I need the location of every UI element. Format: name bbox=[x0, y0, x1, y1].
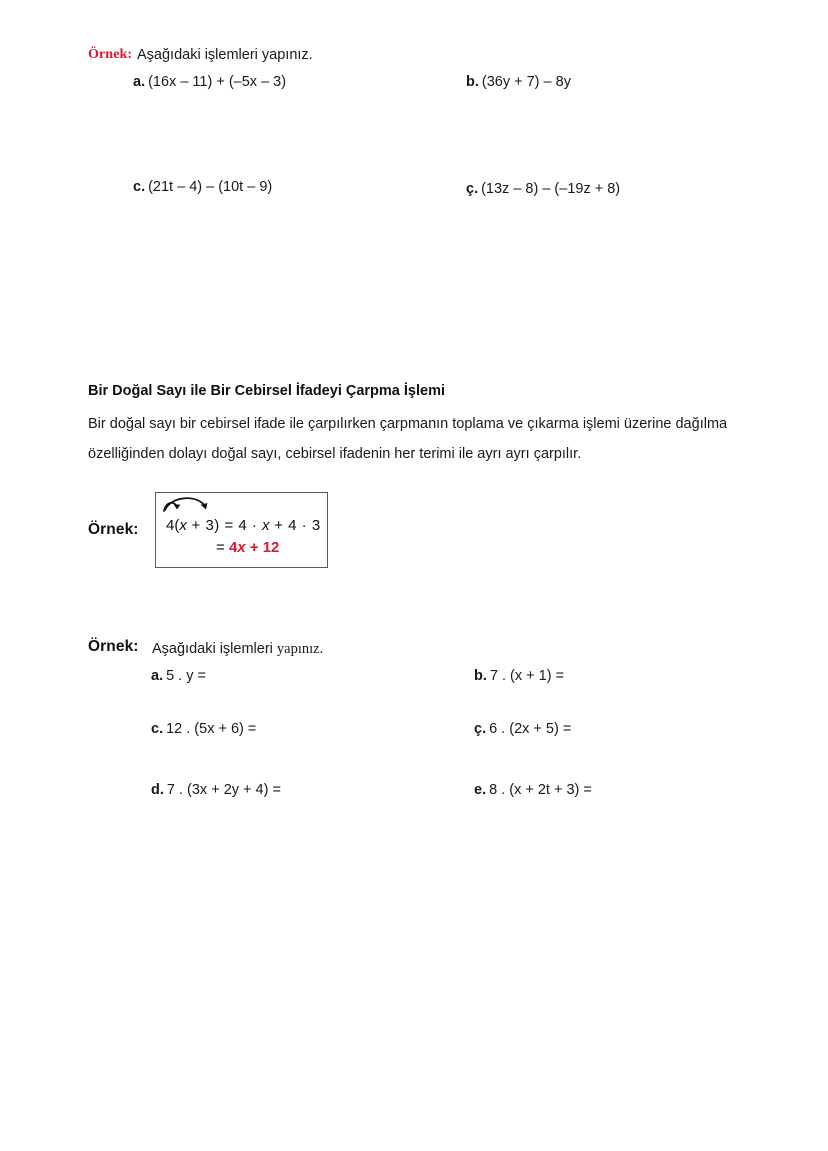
exercise-key-1c: c. bbox=[133, 179, 146, 195]
exercise-text-2b: 7 . (x + 1) = bbox=[489, 668, 565, 684]
example-1-instruction: Aşağıdaki işlemleri yapınız. bbox=[137, 47, 313, 63]
exercise-item-2c-cedilla bbox=[474, 721, 571, 737]
exercise-key-2d: d. bbox=[151, 782, 164, 798]
we-l1-var: x bbox=[179, 517, 187, 534]
example-2-label: Örnek: bbox=[88, 638, 139, 655]
exercise-item-2c bbox=[151, 721, 256, 737]
exercise-text-1a: (16x – 11) + (–5x – 3) bbox=[148, 74, 287, 90]
worked-example-box bbox=[155, 492, 328, 568]
worked-example-line-1 bbox=[166, 517, 321, 534]
exercise-item-2e bbox=[474, 782, 592, 798]
we-l2-var: x bbox=[237, 539, 246, 556]
exercise-key-1b: b. bbox=[466, 74, 479, 90]
exercise-text-2d: 7 . (3x + 2y + 4) = bbox=[166, 782, 281, 798]
exercise-item-1c bbox=[133, 179, 272, 195]
exercise-item-2b bbox=[474, 668, 564, 684]
section-heading: Bir Doğal Sayı ile Bir Cebirsel İfadeyi Çarpma İşlemi bbox=[88, 383, 445, 399]
exercise-key-2c: c. bbox=[151, 721, 164, 737]
example-2-instruction-serif: yapınız. bbox=[276, 641, 324, 657]
we-l1-var2: x bbox=[262, 517, 270, 534]
exercise-key-2b: b. bbox=[474, 668, 487, 684]
example-2-instruction bbox=[152, 641, 323, 658]
we-l2-num: 4 bbox=[228, 539, 238, 556]
exercise-item-2d bbox=[151, 782, 281, 798]
exercise-text-1c-cedilla: (13z – 8) – (–19z + 8) bbox=[481, 181, 621, 197]
exercise-text-1c: (21t – 4) – (10t – 9) bbox=[148, 179, 273, 195]
exercise-key-1a: a. bbox=[133, 74, 146, 90]
worked-example-line-2 bbox=[216, 539, 279, 556]
we-l1-suffix: + 4 · 3 bbox=[269, 517, 321, 534]
exercise-item-2a bbox=[151, 668, 206, 684]
section-paragraph: Bir doğal sayı bir cebirsel ifade ile çarpılırken çarpmanın toplama ve çıkarma işlemi üzerine dağılma özelliğinden dolayı doğal sayı, cebirsel ifadenin her terimi ile ayrı ayrı çarpılır. bbox=[88, 416, 728, 462]
we-l2-eq: = bbox=[216, 539, 229, 556]
exercise-key-2e: e. bbox=[474, 782, 487, 798]
exercise-text-2c-cedilla: 6 . (2x + 5) = bbox=[489, 721, 572, 737]
exercise-item-1b bbox=[466, 74, 571, 90]
we-l1-mid: + 3) = 4 · bbox=[186, 517, 263, 534]
exercise-text-2c: 12 . (5x + 6) = bbox=[166, 721, 257, 737]
exercise-item-1a bbox=[133, 74, 286, 90]
we-l1-prefix: 4( bbox=[166, 517, 180, 534]
exercise-text-2e: 8 . (x + 2t + 3) = bbox=[489, 782, 592, 798]
exercise-item-1c-cedilla bbox=[466, 181, 620, 197]
exercise-text-1b: (36y + 7) – 8y bbox=[481, 74, 571, 90]
example-1-label: Örnek: bbox=[88, 47, 133, 62]
example-2-instruction-sans: Aşağıdaki işlemleri bbox=[152, 641, 277, 657]
exercise-key-1c-cedilla: ç. bbox=[466, 181, 479, 197]
exercise-key-2a: a. bbox=[151, 668, 164, 684]
worked-example-label: Örnek: bbox=[88, 521, 139, 538]
we-l2-tail: + 12 bbox=[245, 539, 280, 556]
exercise-text-2a: 5 . y = bbox=[166, 668, 206, 684]
exercise-key-2c-cedilla: ç. bbox=[474, 721, 487, 737]
